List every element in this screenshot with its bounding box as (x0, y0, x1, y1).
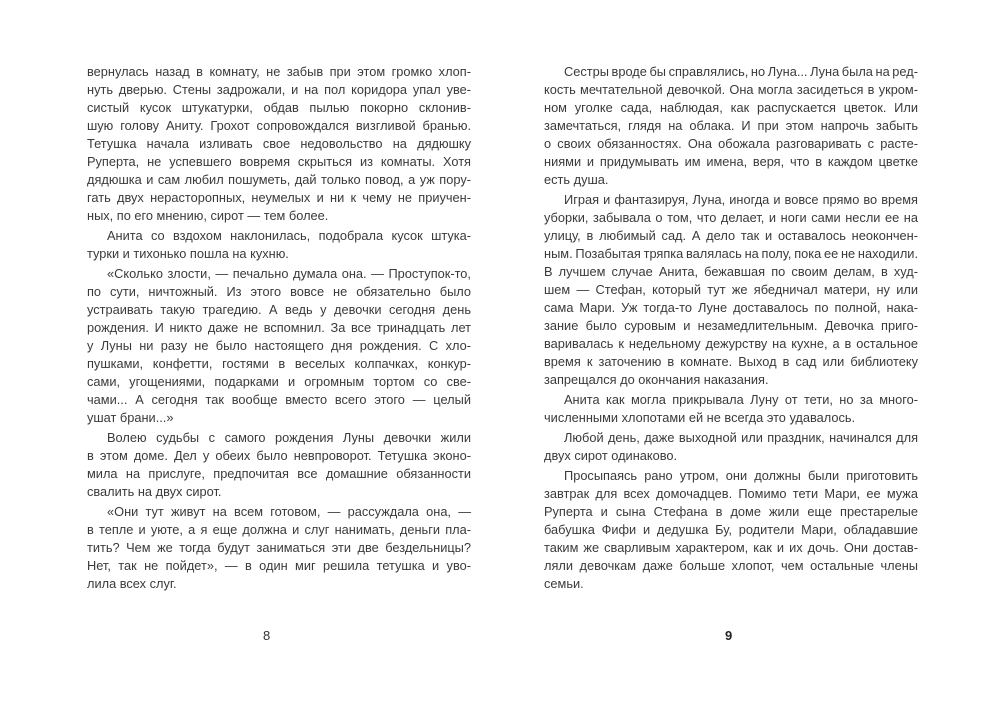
text-line-content: Любой день, даже выходной или праздник, начинался для (564, 430, 918, 445)
text-line (544, 557, 918, 575)
text-line (87, 355, 471, 373)
text-line-content: уборки, забывала о том, что делает, и ноги сами несли ее на (544, 210, 918, 225)
text-line-content: варивалась к недельному дежурству на кухне, а в остальное (544, 336, 918, 351)
text-line (87, 409, 471, 427)
text-line (544, 81, 918, 99)
text-line (87, 283, 471, 301)
text-line-content: бабушка Фифи и дедушка Бу, родители Мари, обладавшие (544, 522, 918, 537)
text-line-content: систый кусок штукатурки, обдав пылью покорно склонив- (87, 100, 471, 115)
text-line-content: таким же сварливым характером, как и их дочь. Они достав- (544, 540, 918, 555)
text-line (87, 81, 471, 99)
text-line (544, 209, 918, 227)
text-line-content: кость мечтательной девочкой. Она могла засидеться в укром- (544, 82, 918, 97)
text-line-content: В лучшем случае Анита, бежавшая по своим делам, в худ- (544, 264, 918, 279)
text-line (87, 301, 471, 319)
paragraph (544, 429, 918, 465)
paragraph (87, 503, 471, 593)
text-line-content: улицу, в любимый сад. А дело так и оставалось неокончен- (544, 228, 918, 243)
text-line (544, 539, 918, 557)
text-line-content: чами... А сегодня так вообще вместо всего этого — целый (87, 392, 471, 407)
text-line (544, 503, 918, 521)
text-line-content: семьи. (544, 576, 584, 591)
text-line-content: зание было суровым и незамедлительным. Девочка приго- (544, 318, 918, 333)
text-line (87, 117, 471, 135)
text-line-content: дядюшка и сам любил пошуметь, дай только повод, а уж пору- (87, 172, 471, 187)
text-line-content: «Сколько злости, — печально думала она. — Проступок-то, (107, 266, 471, 281)
text-line-content: мила на прислуге, предпочитая все домашние обязанности (87, 466, 471, 481)
text-line-content: в этом доме. Дел у обеих было невпроворот. Тетушка эконо- (87, 448, 471, 463)
text-line-content: в тепле и уюте, а я еще должна и слуг нанимать, деньги пла- (87, 522, 471, 537)
text-line (544, 153, 918, 171)
page-number-right: 9 (725, 628, 733, 643)
text-line-content: Просыпаясь рано утром, они должны были приготовить (564, 468, 918, 483)
text-line-content: у Луны ни разу не было настоящего дня рождения. С хло- (87, 338, 471, 353)
text-line-content: шую голову Аниту. Грохот сопровождался визгливой бранью. (87, 118, 471, 133)
text-line (87, 153, 471, 171)
text-line (87, 171, 471, 189)
text-line (87, 207, 471, 225)
text-line-content: двух сирот одинаково. (544, 448, 678, 463)
text-line-content: Нет, так не пойдет», — в один миг решила тетушка и уво- (87, 558, 471, 573)
text-line-content: ляли девочкам даже больше хлопот, чем остальные члены (544, 558, 918, 573)
paragraph (87, 227, 471, 263)
text-line (87, 337, 471, 355)
text-line (87, 539, 471, 557)
text-line-content: сами, угощениями, подарками и огромным тортом со све- (87, 374, 471, 389)
paragraph (87, 429, 471, 501)
text-line (544, 391, 918, 409)
text-line-content: устраивать такую трагедию. А ведь у девочки сегодня день (87, 302, 471, 317)
text-line-content: по сути, ничтожный. Из этого вовсе не обязательно было (87, 284, 471, 299)
text-line (87, 465, 471, 483)
text-line (544, 575, 918, 593)
paragraph (544, 467, 918, 593)
text-line (87, 557, 471, 575)
paragraph (544, 63, 918, 189)
text-line (87, 189, 471, 207)
text-line-content: сама Мари. Уж тогда-то Луне доставалось по полной, нака- (544, 300, 918, 315)
text-line (87, 521, 471, 539)
text-line (87, 245, 471, 263)
text-line-content: ушат брани...» (87, 410, 174, 425)
text-line (544, 371, 918, 389)
text-line (544, 429, 918, 447)
text-line (544, 485, 918, 503)
paragraph (544, 191, 918, 389)
text-line (544, 335, 918, 353)
text-line-content: свалить на двух сирот. (87, 484, 222, 499)
text-line-content: нуть дверью. Стены задрожали, и на пол коридора упал уве- (87, 82, 471, 97)
text-line-content: ным. Позабытая тряпка валялась на полу, пока ее не находили. (544, 246, 918, 261)
text-line-content: шем — Стефан, который тут же ябедничал матери, ну или (544, 282, 918, 297)
text-line (87, 265, 471, 283)
text-line-content: замечтаться, глядя на облака. И при этом напрочь забыть (544, 118, 918, 133)
text-line (87, 63, 471, 81)
text-line (87, 99, 471, 117)
text-line-content: Анита как могла прикрывала Луну от тети, но за много- (564, 392, 918, 407)
text-line (87, 227, 471, 245)
text-line-content: Играя и фантазируя, Луна, иногда и вовсе прямо во время (564, 192, 918, 207)
text-line-content: завтрак для всех домочадцев. Помимо тети Мари, ее мужа (544, 486, 918, 501)
text-line (87, 429, 471, 447)
text-line (544, 281, 918, 299)
text-line (87, 575, 471, 593)
text-line-content: турки и тихонько пошла на кухню. (87, 246, 289, 261)
text-line-content: Волею судьбы с самого рождения Луны девочки жили (107, 430, 471, 445)
left-page-text (87, 63, 471, 595)
paragraph (87, 63, 471, 225)
text-line (87, 319, 471, 337)
text-line-content: Тетушка начала изливать свое недовольство на дядюшку (87, 136, 471, 151)
text-line (544, 521, 918, 539)
text-line-content: время к заточению в комнате. Выход в сад или библиотеку (544, 354, 918, 369)
text-line (87, 373, 471, 391)
text-line (544, 63, 918, 81)
text-line-content: запрещался до окончания наказания. (544, 372, 769, 387)
text-line-content: вернулась назад в комнату, не забыв при этом громко хлоп- (87, 64, 471, 79)
text-line-content: численными хлопотами ей не всегда это удавалось. (544, 410, 856, 425)
text-line-content: лила всех слуг. (87, 576, 177, 591)
text-line-content: Сестры вроде бы справлялись, но Луна... Луна была на ред- (564, 64, 918, 79)
text-line (544, 299, 918, 317)
text-line-content: рождения. И никто даже не вспомнил. За все тринадцать лет (87, 320, 471, 335)
text-line-content: есть душа. (544, 172, 609, 187)
text-line (544, 99, 918, 117)
text-line (544, 227, 918, 245)
text-line (544, 317, 918, 335)
text-line (544, 245, 918, 263)
text-line (544, 117, 918, 135)
text-line (87, 391, 471, 409)
text-line (544, 447, 918, 465)
text-line (87, 483, 471, 501)
paragraph (544, 391, 918, 427)
text-line (87, 447, 471, 465)
text-line-content: Руперта, не успевшего вовремя скрыться из комнаты. Хотя (87, 154, 471, 169)
text-line (87, 503, 471, 521)
text-line-content: «Они тут живут на всем готовом, — рассуждала она, — (107, 504, 471, 519)
text-line (544, 171, 918, 189)
text-line-content: ниями и придумывать им имена, веря, что в каждом цветке (544, 154, 918, 169)
text-line-content: ных, по его мнению, сирот — тем более. (87, 208, 329, 223)
text-line (544, 135, 918, 153)
text-line (544, 353, 918, 371)
text-line-content: Анита со вздохом наклонилась, подобрала кусок штука- (107, 228, 471, 243)
text-line-content: Руперта и сына Стефана в доме жили еще престарелые (544, 504, 918, 519)
page-number-left: 8 (263, 628, 271, 643)
paragraph (87, 265, 471, 427)
text-line (544, 467, 918, 485)
text-line-content: гать двух нерасторопных, неумелых и ни к чему не приучен- (87, 190, 471, 205)
text-line-content: о своих обязанностях. Она обожала разговаривать с расте- (544, 136, 918, 151)
right-page-text (544, 63, 918, 595)
text-line (544, 263, 918, 281)
text-line-content: пушками, конфетти, гостями в веселых колпачках, конкур- (87, 356, 471, 371)
text-line (87, 135, 471, 153)
text-line-content: ном уголке сада, наблюдая, как распускается цветок. Или (544, 100, 918, 115)
text-line (544, 191, 918, 209)
text-line-content: тить? Чем же тогда будут заниматься эти две бездельницы? (87, 540, 471, 555)
text-line (544, 409, 918, 427)
